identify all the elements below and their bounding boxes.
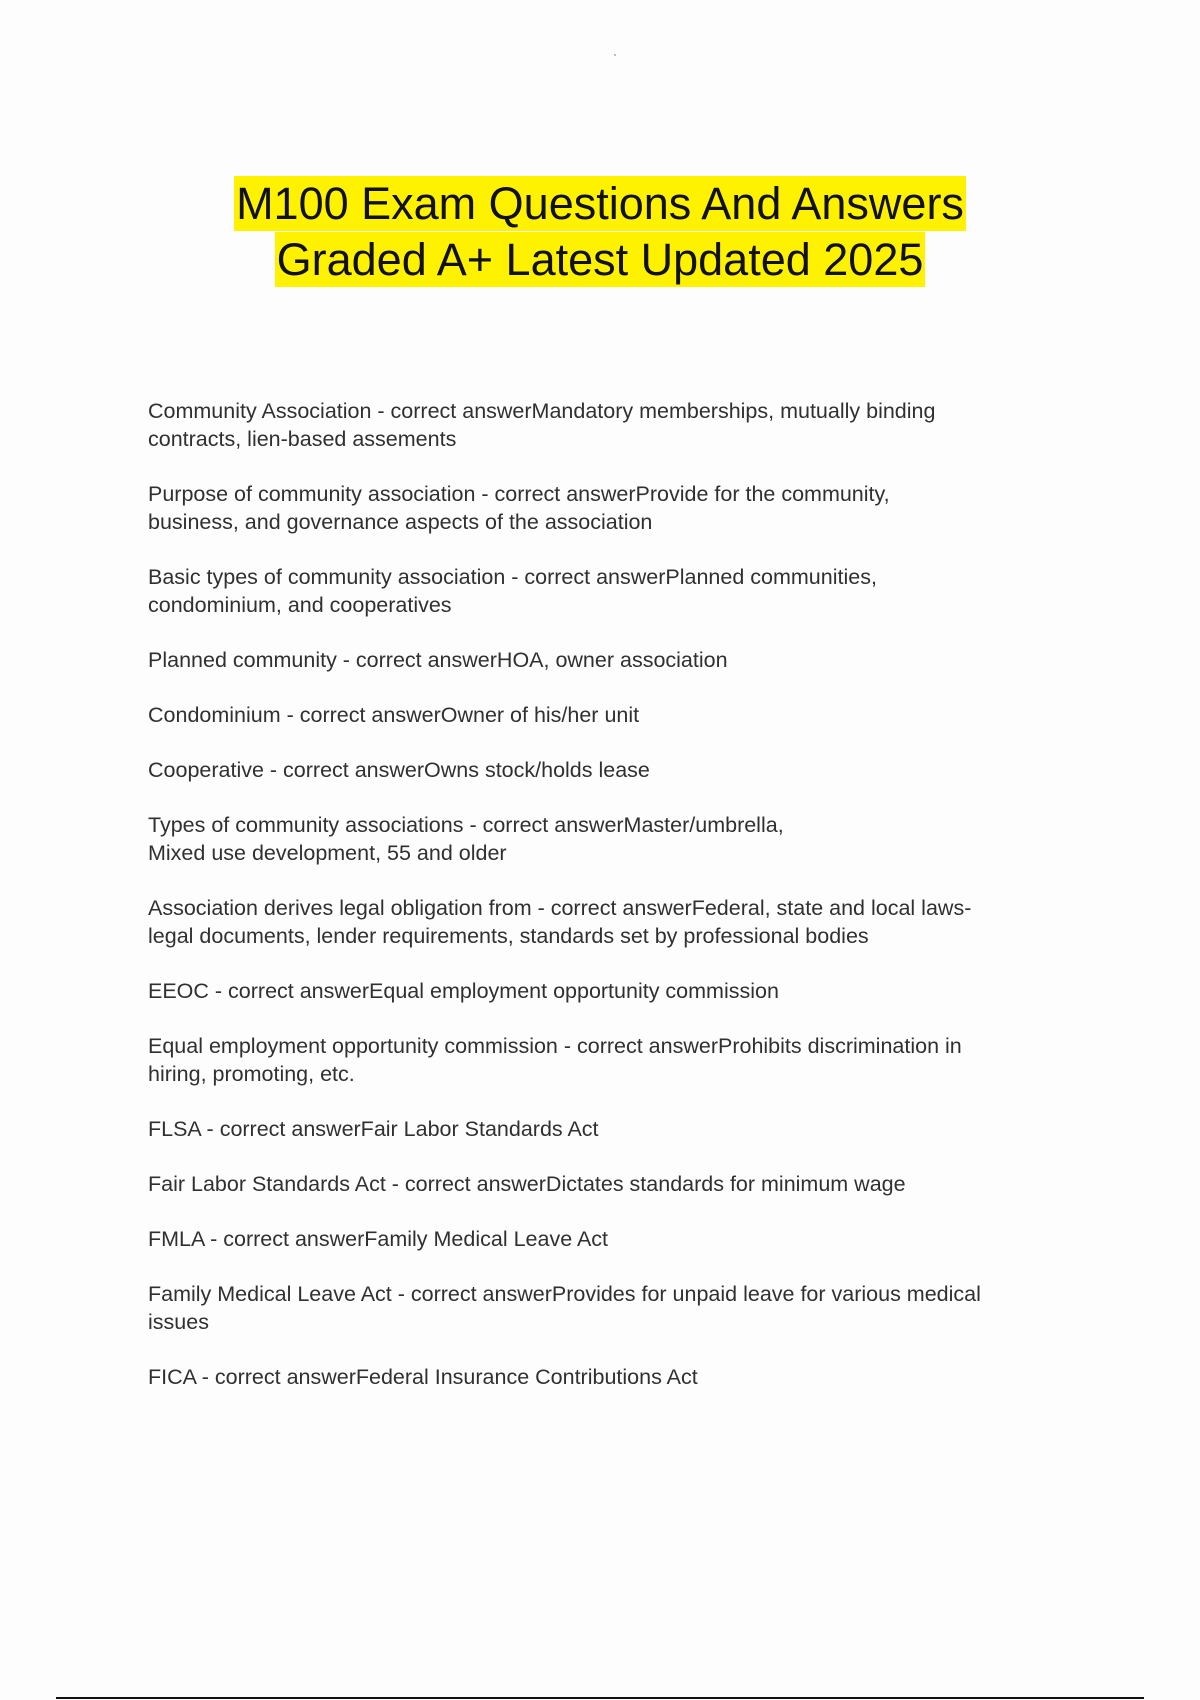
qa-item: Purpose of community association - correct answerProvide for the community, business, and governance aspects of the association — [148, 482, 890, 534]
qa-list — [148, 397, 1088, 1418]
qa-item: FICA - correct answerFederal Insurance Contributions Act — [148, 1365, 698, 1389]
qa-item: EEOC - correct answerEqual employment opportunity commission — [148, 979, 779, 1003]
title-line-2: Graded A+ Latest Updated 2025 — [276, 234, 924, 285]
qa-item: Types of community associations - correct answerMaster/umbrella, Mixed use development, 55 and older — [148, 813, 784, 865]
qa-item: Cooperative - correct answerOwns stock/holds lease — [148, 758, 650, 782]
qa-item: Equal employment opportunity commission - correct answerProhibits discrimination in hiring, promoting, etc. — [148, 1034, 962, 1086]
scan-speck — [614, 54, 616, 56]
qa-item: Family Medical Leave Act - correct answerProvides for unpaid leave for various medical issues — [148, 1282, 981, 1334]
qa-item: FLSA - correct answerFair Labor Standards Act — [148, 1117, 599, 1141]
title-line-1: M100 Exam Questions And Answers — [236, 178, 964, 229]
qa-item: Association derives legal obligation from - correct answerFederal, state and local laws- legal documents, lender requirements, standards set by professional bodies — [148, 896, 972, 948]
document-title — [0, 176, 1200, 288]
qa-item: Community Association - correct answerMandatory memberships, mutually binding contracts, lien-based assements — [148, 399, 936, 451]
qa-item: Planned community - correct answerHOA, owner association — [148, 648, 728, 672]
qa-item: Basic types of community association - correct answerPlanned communities, condominium, and cooperatives — [148, 565, 877, 617]
qa-item: Fair Labor Standards Act - correct answerDictates standards for minimum wage — [148, 1172, 906, 1196]
qa-item: Condominium - correct answerOwner of his/her unit — [148, 703, 640, 727]
bottom-divider — [56, 1697, 1144, 1699]
qa-item: FMLA - correct answerFamily Medical Leave Act — [148, 1227, 609, 1251]
